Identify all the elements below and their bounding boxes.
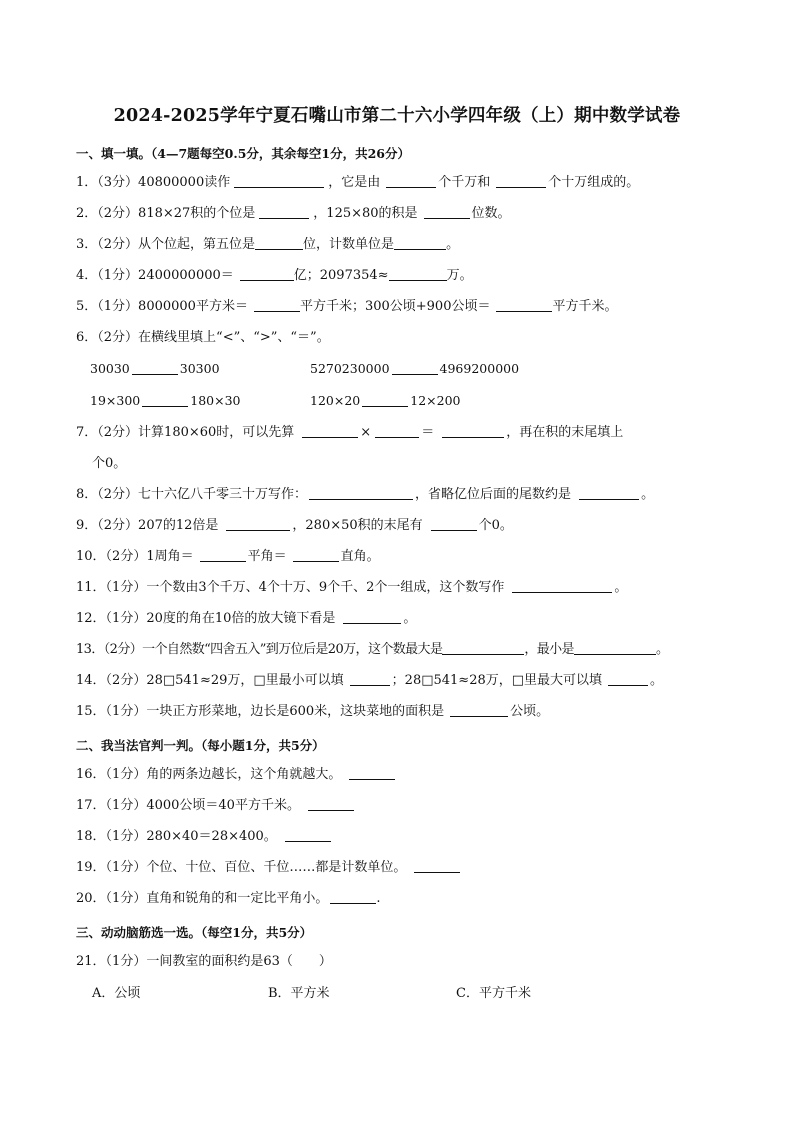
compare-item-3: 19×300 180×30	[90, 393, 241, 408]
answer-blank[interactable]	[200, 548, 246, 562]
question-8: 8．（2分）七十六亿八千零三十万写作： ，省略亿位后面的尾数约是 。	[76, 487, 655, 502]
question-13: 13．（2分）一个自然数“四舍五入”到万位后是20万，这个数最大是 ，最小是 。	[76, 642, 669, 657]
answer-blank[interactable]	[414, 859, 460, 873]
answer-blank[interactable]	[226, 517, 290, 531]
question-14: 14．（2分）28□541≈29万，□里最小可以填 ；28□541≈28万，□里最大可以填 。	[76, 673, 664, 688]
question-9: 9．（2分）207的12倍是 ，280×50积的末尾有 个0。	[76, 518, 513, 533]
answer-blank[interactable]	[132, 361, 178, 375]
answer-blank[interactable]	[496, 174, 546, 188]
section-heading-1: 一、填一填。（4—7题每空0.5分，其余每空1分，共26分）	[76, 146, 410, 161]
answer-blank[interactable]	[285, 828, 331, 842]
question-15: 15．（1分）一块正方形菜地，边长是600米，这块菜地的面积是 公顷。	[76, 704, 550, 719]
answer-blank[interactable]	[392, 361, 438, 375]
question-7-cont: 个0。	[92, 456, 127, 471]
question-21: 21．（1分）一间教室的面积约是63（ ）	[76, 954, 332, 969]
answer-blank[interactable]	[579, 486, 639, 500]
question-2: 2．（2分）818×27积的个位是 ，125×80的积是 位数。	[76, 206, 511, 221]
answer-blank[interactable]	[442, 641, 524, 655]
answer-blank[interactable]	[234, 174, 324, 188]
question-20: 20．（1分）直角和锐角的和一定比平角小。 .	[76, 891, 381, 906]
answer-blank[interactable]	[362, 393, 408, 407]
compare-item-2: 5270230000 4969200000	[310, 361, 520, 376]
question-3: 3．（2分）从个位起，第五位是 位，计数单位是 。	[76, 237, 460, 252]
question-16: 16．（1分）角的两条边越长，这个角就越大。	[76, 766, 395, 784]
answer-blank[interactable]	[302, 424, 358, 438]
answer-blank[interactable]	[431, 517, 477, 531]
answer-blank[interactable]	[142, 393, 188, 407]
answer-blank[interactable]	[259, 205, 309, 219]
answer-blank[interactable]	[450, 703, 508, 717]
question-12: 12．（1分）20度的角在10倍的放大镜下看是 。	[76, 611, 417, 626]
answer-blank[interactable]	[512, 579, 612, 593]
question-6: 6．（2分）在横线里填上“<”、“>”、“＝”。	[76, 330, 330, 345]
question-10: 10．（2分）1周角＝ 平角＝ 直角。	[76, 549, 380, 564]
option-a[interactable]: A．公顷	[92, 986, 141, 1001]
answer-blank[interactable]	[350, 672, 390, 686]
answer-blank[interactable]	[240, 267, 294, 281]
question-7: 7．（2分）计算180×60时，可以先算 × ＝ ，再在积的末尾填上	[76, 425, 624, 440]
option-b[interactable]: B．平方米	[268, 986, 330, 1001]
answer-blank[interactable]	[608, 672, 648, 686]
question-19: 19．（1分）个位、十位、百位、千位……都是计数单位。	[76, 859, 460, 877]
compare-item-1: 30030 30300	[90, 361, 220, 376]
answer-blank[interactable]	[424, 205, 470, 219]
answer-blank[interactable]	[349, 766, 395, 780]
answer-blank[interactable]	[309, 486, 413, 500]
answer-blank[interactable]	[343, 610, 401, 624]
question-5: 5．（1分）8000000平方米＝ 平方千米；300公顷+900公顷＝ 平方千米。	[76, 299, 618, 314]
compare-item-4: 120×20 12×200	[310, 393, 461, 408]
answer-blank[interactable]	[574, 641, 656, 655]
question-17: 17．（1分）4000公顷＝40平方千米。	[76, 797, 354, 815]
option-c[interactable]: C．平方千米	[456, 986, 531, 1001]
answer-blank[interactable]	[254, 298, 300, 312]
question-18: 18．（1分）280×40＝28×400。	[76, 828, 331, 846]
answer-blank[interactable]	[293, 548, 339, 562]
section-heading-2: 二、我当法官判一判。（每小题1分，共5分）	[76, 738, 325, 753]
answer-blank[interactable]	[389, 267, 447, 281]
answer-blank[interactable]	[255, 236, 303, 250]
answer-blank[interactable]	[496, 298, 552, 312]
answer-blank[interactable]	[394, 236, 446, 250]
answer-blank[interactable]	[386, 174, 436, 188]
answer-blank[interactable]	[330, 890, 376, 904]
question-11: 11．（1分）一个数由3个千万、4个十万、9个千、2个一组成，这个数写作 。	[76, 580, 628, 595]
page-title: 2024-2025学年宁夏石嘴山市第二十六小学四年级（上）期中数学试卷	[113, 106, 681, 126]
question-1: 1．（3分）40800000读作 ，它是由 个千万和 个十万组成的。	[76, 175, 640, 190]
section-heading-3: 三、动动脑筋选一选。（每空1分，共5分）	[76, 925, 313, 940]
answer-blank[interactable]	[442, 424, 504, 438]
answer-blank[interactable]	[308, 797, 354, 811]
question-4: 4．（1分）2400000000＝ 亿；2097354≈ 万。	[76, 268, 473, 283]
answer-blank[interactable]	[375, 424, 419, 438]
